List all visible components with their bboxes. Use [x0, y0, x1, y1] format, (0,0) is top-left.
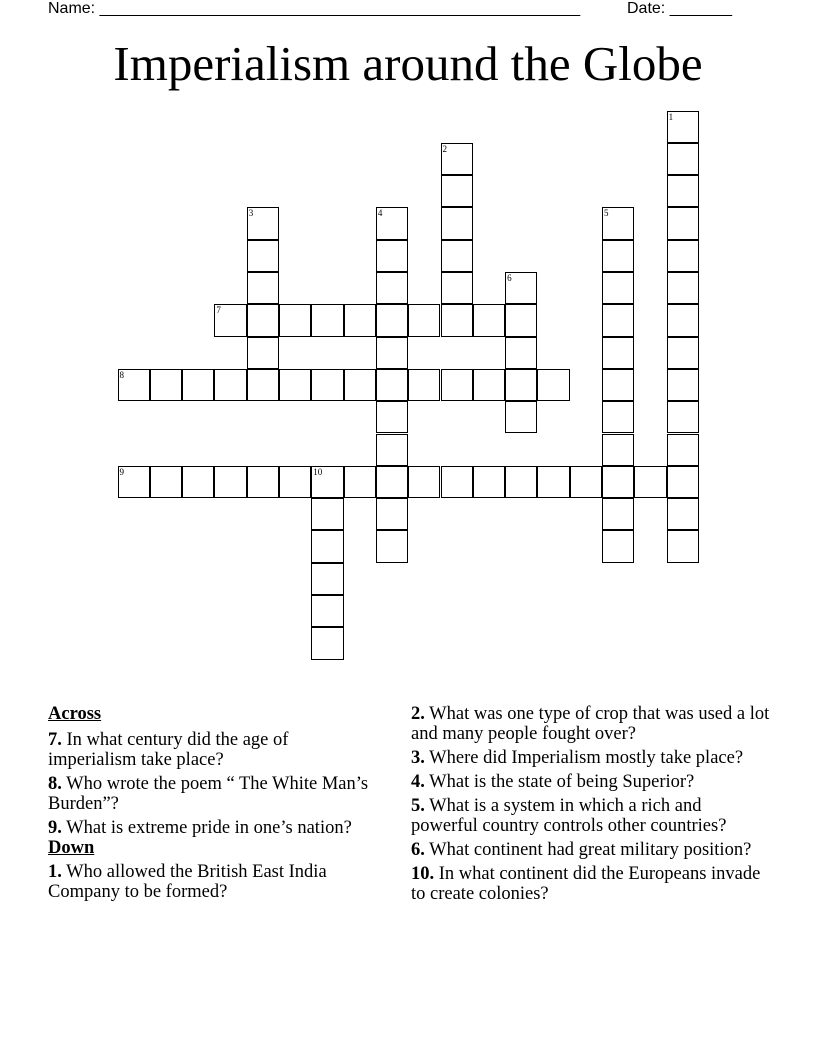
grid-cell[interactable] — [667, 175, 699, 207]
grid-cell[interactable] — [667, 272, 699, 304]
grid-cell[interactable] — [602, 240, 634, 272]
grid-cell[interactable] — [441, 369, 473, 401]
clue-text: In what continent did the Europeans invade to create colonies? — [411, 864, 761, 904]
grid-cell[interactable] — [602, 498, 634, 530]
clue-down-5 — [411, 796, 771, 836]
grid-cell[interactable] — [667, 143, 699, 175]
grid-cell[interactable] — [441, 207, 473, 239]
grid-cell[interactable] — [376, 498, 408, 530]
grid-cell[interactable] — [441, 143, 473, 175]
grid-cell[interactable] — [311, 369, 343, 401]
grid-cell[interactable] — [311, 304, 343, 336]
cell-number: 6 — [507, 273, 512, 283]
grid-cell[interactable] — [376, 401, 408, 433]
grid-cell[interactable] — [279, 369, 311, 401]
grid-cell[interactable] — [311, 563, 343, 595]
grid-cell[interactable] — [376, 337, 408, 369]
date-blank[interactable]: _______ — [669, 0, 732, 17]
grid-cell[interactable] — [247, 207, 279, 239]
grid-cell[interactable] — [311, 627, 343, 659]
grid-cell[interactable] — [311, 530, 343, 562]
grid-cell[interactable] — [344, 369, 376, 401]
grid-cell[interactable] — [344, 304, 376, 336]
grid-cell[interactable] — [214, 466, 246, 498]
cell-number: 7 — [216, 305, 221, 316]
cell-number: 4 — [377, 208, 383, 219]
grid-cell[interactable] — [441, 175, 473, 207]
grid-cell[interactable] — [279, 304, 311, 336]
grid-cell[interactable] — [279, 466, 311, 498]
grid-cell[interactable] — [376, 434, 408, 466]
grid-cell[interactable] — [505, 337, 537, 369]
grid-cell[interactable] — [602, 272, 634, 304]
clue-number: 1. — [48, 862, 62, 882]
grid-cell[interactable] — [441, 466, 473, 498]
clue-text: What is the state of being Superior? — [429, 772, 695, 792]
cell-number: 2 — [442, 143, 447, 154]
grid-cell[interactable] — [150, 466, 182, 498]
grid-cell[interactable] — [247, 304, 279, 336]
grid-cell[interactable] — [182, 369, 214, 401]
clue-down-3 — [411, 748, 771, 768]
grid-cell[interactable] — [602, 434, 634, 466]
clue-number: 5. — [411, 796, 425, 816]
clue-number: 9. — [48, 818, 62, 838]
grid-cell[interactable] — [376, 530, 408, 562]
clue-down-2 — [411, 704, 771, 744]
clues-left-column — [48, 704, 378, 906]
grid-cell[interactable] — [247, 369, 279, 401]
grid-cell[interactable] — [602, 401, 634, 433]
grid-cell[interactable] — [247, 240, 279, 272]
grid-cell[interactable] — [473, 466, 505, 498]
clue-number: 7. — [48, 730, 62, 750]
clue-text: Who allowed the British East India Company to be formed? — [48, 862, 327, 902]
grid-cell[interactable] — [667, 466, 699, 498]
clue-text: What is extreme pride in one’s nation? — [66, 818, 352, 838]
grid-cell[interactable] — [667, 304, 699, 336]
down-heading: Down — [48, 838, 95, 858]
grid-cell[interactable] — [376, 304, 408, 336]
grid-cell[interactable] — [667, 207, 699, 239]
grid-cell[interactable] — [667, 240, 699, 272]
grid-cell[interactable] — [247, 272, 279, 304]
clue-number: 2. — [411, 704, 425, 724]
cell-number: 1 — [668, 111, 674, 122]
grid-cell[interactable] — [570, 466, 602, 498]
clue-down-10 — [411, 864, 771, 904]
grid-cell[interactable] — [247, 337, 279, 369]
grid-cell[interactable] — [634, 466, 666, 498]
grid-cell[interactable] — [376, 207, 408, 239]
clue-text: Where did Imperialism mostly take place? — [429, 748, 744, 768]
grid-cell[interactable] — [214, 304, 246, 336]
grid-cell[interactable] — [118, 369, 150, 401]
clue-number: 8. — [48, 774, 62, 794]
grid-cell[interactable] — [667, 369, 699, 401]
clue-text: What was one type of crop that was used a lot and many people fought over? — [411, 704, 770, 744]
clue-number: 4. — [411, 772, 425, 792]
clue-across-9 — [48, 818, 378, 838]
clue-across-7 — [48, 730, 378, 770]
grid-cell[interactable] — [408, 304, 440, 336]
grid-cell[interactable] — [667, 337, 699, 369]
grid-cell[interactable] — [182, 466, 214, 498]
grid-cell[interactable] — [667, 434, 699, 466]
grid-cell[interactable] — [150, 369, 182, 401]
cell-number: 5 — [604, 208, 609, 219]
grid-cell[interactable] — [667, 498, 699, 530]
clue-down-6 — [411, 840, 771, 860]
grid-cell[interactable] — [537, 369, 569, 401]
grid-cell[interactable] — [667, 111, 699, 143]
grid-cell[interactable] — [408, 369, 440, 401]
grid-cell[interactable] — [376, 369, 408, 401]
clue-text: Who wrote the poem “ The White Man’s Burden”? — [48, 774, 369, 814]
clue-text: In what century did the age of imperialism take place? — [48, 730, 289, 770]
grid-cell[interactable] — [311, 498, 343, 530]
date-label: Date: — [627, 0, 666, 17]
grid-cell[interactable] — [473, 304, 505, 336]
cell-number: 3 — [248, 208, 254, 219]
grid-cell[interactable] — [311, 595, 343, 627]
name-label: Name: — [48, 0, 96, 17]
grid-cell[interactable] — [441, 304, 473, 336]
clue-across-8 — [48, 774, 378, 814]
grid-cell[interactable] — [602, 304, 634, 336]
clue-text: What continent had great military position? — [429, 840, 752, 860]
page-title: Imperialism around the Globe — [113, 36, 703, 91]
clue-text: What is a system in which a rich and powerful country controls other countries? — [411, 796, 727, 836]
grid-cell[interactable] — [667, 401, 699, 433]
grid-cell[interactable] — [505, 369, 537, 401]
grid-cell[interactable] — [441, 272, 473, 304]
grid-cell[interactable] — [537, 466, 569, 498]
grid-cell[interactable] — [118, 466, 150, 498]
across-heading: Across — [48, 704, 102, 724]
clues-right-column — [411, 704, 771, 908]
date-field — [627, 0, 732, 18]
name-field — [48, 0, 580, 18]
clue-down-4 — [411, 772, 771, 792]
clue-number: 6. — [411, 840, 425, 860]
grid-cell[interactable] — [602, 530, 634, 562]
grid-cell[interactable] — [505, 401, 537, 433]
grid-cell[interactable] — [408, 466, 440, 498]
grid-cell[interactable] — [247, 466, 279, 498]
grid-cell[interactable] — [376, 466, 408, 498]
cell-number: 9 — [119, 466, 124, 477]
grid-cell[interactable] — [344, 466, 376, 498]
grid-cell[interactable] — [311, 466, 343, 498]
grid-cell[interactable] — [441, 240, 473, 272]
grid-cell[interactable] — [602, 369, 634, 401]
grid-cell[interactable] — [505, 304, 537, 336]
grid-cell[interactable] — [505, 466, 537, 498]
grid-cell[interactable] — [473, 369, 505, 401]
clue-down-1 — [48, 862, 378, 902]
name-blank[interactable]: ______________________________________________________ — [99, 0, 581, 17]
grid-cell[interactable] — [376, 240, 408, 272]
clue-number: 3. — [411, 748, 425, 768]
grid-cell[interactable] — [505, 272, 537, 304]
grid-cell[interactable] — [602, 207, 634, 239]
grid-cell[interactable] — [214, 369, 246, 401]
grid-cell[interactable] — [376, 272, 408, 304]
grid-cell[interactable] — [602, 337, 634, 369]
grid-cell[interactable] — [667, 530, 699, 562]
grid-cell[interactable] — [602, 466, 634, 498]
cell-number: 8 — [119, 369, 124, 380]
clue-number: 10. — [411, 864, 435, 884]
cell-number: 10 — [313, 466, 323, 477]
